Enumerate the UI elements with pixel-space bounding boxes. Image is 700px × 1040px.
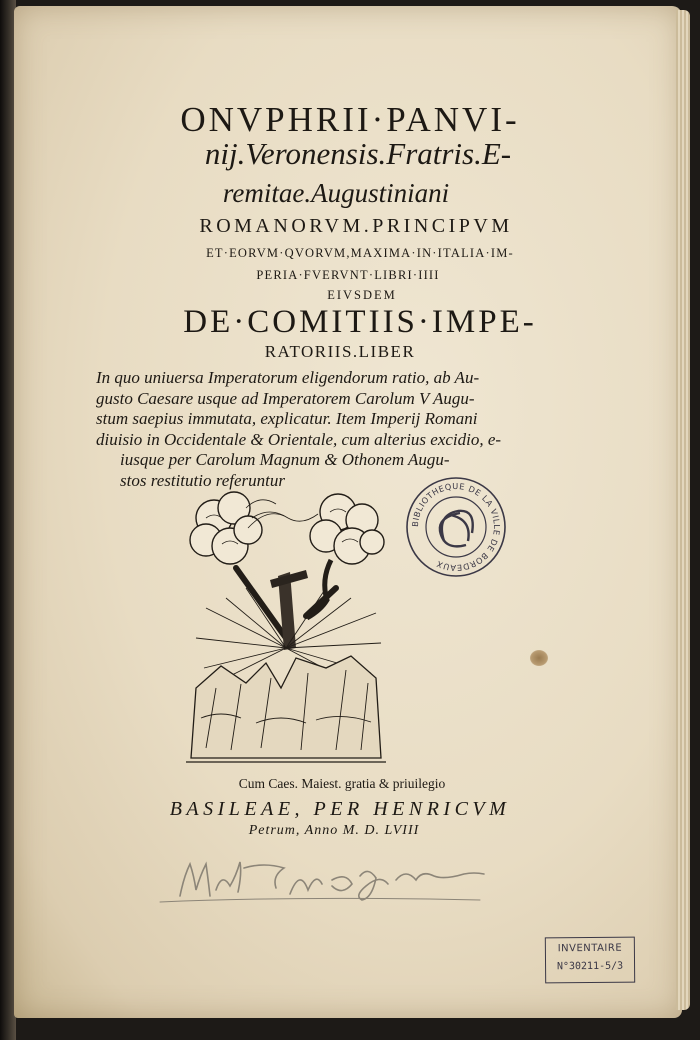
foxing-spot: [530, 650, 548, 666]
description-line: gusto Caesare usque ad Imperatorem Carolum V Augu-: [96, 388, 475, 408]
imprint-date: Petrum, Anno M. D. LVIII: [248, 823, 420, 838]
work-title: ROMANORVM.PRINCIPVM: [199, 215, 513, 237]
author-line: ONVPHRII·PANVI-: [180, 100, 520, 139]
library-stamp: [404, 475, 508, 579]
description-line: stos restitutio referuntur: [120, 470, 285, 490]
privilege-line: Cum Caes. Maiest. gratia & priuilegio: [238, 776, 446, 791]
description-line: iusque per Carolum Magnum & Othonem Augu-: [120, 450, 450, 469]
inventory-label: INVENTAIRE: [557, 942, 623, 955]
inventory-stamp: [545, 937, 635, 984]
printer-device-woodcut: [186, 488, 386, 766]
stamp-text: BIBLIOTHEQUE DE LA VILLE DE BORDEAUX: [409, 480, 503, 574]
eiusdem-line: EIVSDEM: [327, 288, 397, 302]
imprint-place: BASILEAE, PER HENRICVM: [169, 798, 511, 820]
work-subtitle-1: ET·EORVM·QVORVM,MAXIMA·IN·ITALIA·IM-: [206, 246, 514, 260]
svg-text:BIBLIOTHEQUE DE LA VILLE DE BO: [410, 481, 502, 573]
work-subtitle-2: PERIA·FVERVNT·LIBRI·IIII: [256, 268, 440, 282]
description-paragraph: [96, 368, 616, 491]
second-work-title: DE·COMITIIS·IMPE-: [183, 304, 537, 340]
author-line-2: nij.Veronensis.Fratris.E-: [204, 136, 512, 171]
description-line: stum saepius immutata, explicatur. Item Imperij Romani: [96, 409, 478, 428]
description-line: diuisio in Occidentale & Orientale, cum alterius excidio, e-: [96, 429, 502, 449]
description-line: In quo uniuersa Imperatorum eligendorum ratio, ab Au-: [96, 368, 480, 387]
handwritten-signature: [120, 846, 520, 908]
inventory-number: N°30211-5/3: [556, 960, 624, 973]
second-work-title-2: RATORIIS.LIBER: [264, 342, 416, 361]
author-line-3: remitae.Augustiniani: [222, 178, 450, 208]
